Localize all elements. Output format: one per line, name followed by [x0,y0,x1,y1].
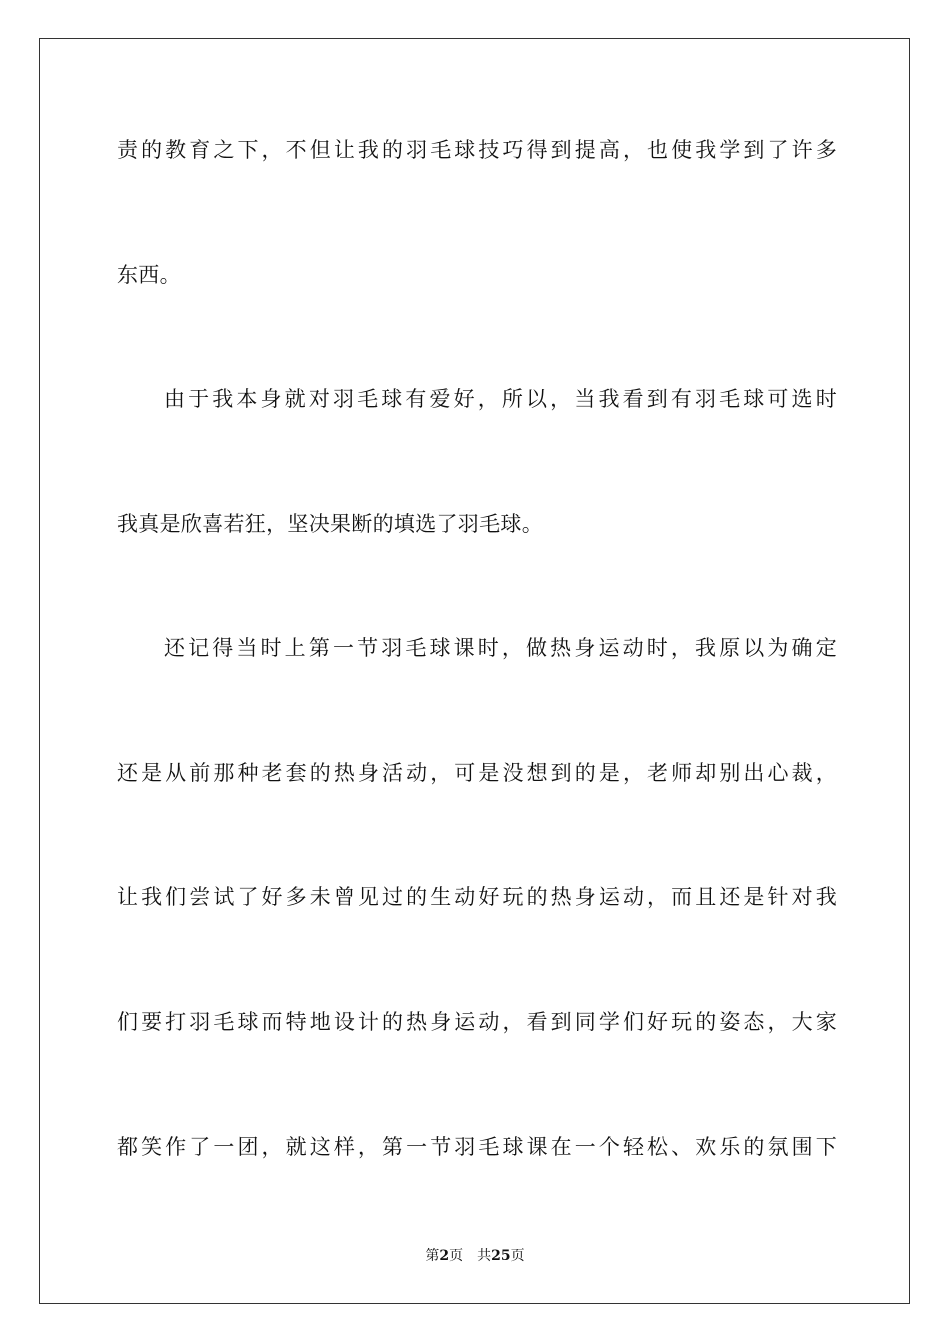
paragraph-line-7: 让我们尝试了好多未曾见过的生动好玩的热身运动，而且还是针对我 [117,885,837,909]
footer-page-number: 2 [439,1248,450,1264]
paragraph-line-8: 们要打羽毛球而特地设计的热身运动，看到同学们好玩的姿态，大家 [117,1010,837,1034]
footer-page-suffix: 页 [449,1248,464,1264]
footer-page-prefix: 第 [425,1248,440,1264]
footer-total-suffix: 页 [510,1248,525,1264]
paragraph-line-3: 由于我本身就对羽毛球有爱好，所以，当我看到有羽毛球可选时 [164,387,837,411]
paragraph-line-2: 东西。 [117,263,181,287]
page-border [39,38,910,1304]
paragraph-line-1: 责的教育之下，不但让我的羽毛球技巧得到提高，也使我学到了许多 [117,138,837,162]
paragraph-line-4: 我真是欣喜若狂，坚决果断的填选了羽毛球。 [117,512,543,536]
footer-total-prefix: 共 [477,1248,492,1264]
paragraph-line-9: 都笑作了一团，就这样，第一节羽毛球课在一个轻松、欢乐的氛围下 [117,1135,837,1159]
page-footer [0,1246,950,1266]
paragraph-line-6: 还是从前那种老套的热身活动，可是没想到的是，老师却别出心裁， [117,761,837,785]
footer-total-pages: 25 [491,1248,511,1264]
paragraph-line-5: 还记得当时上第一节羽毛球课时，做热身运动时，我原以为确定 [164,636,837,660]
